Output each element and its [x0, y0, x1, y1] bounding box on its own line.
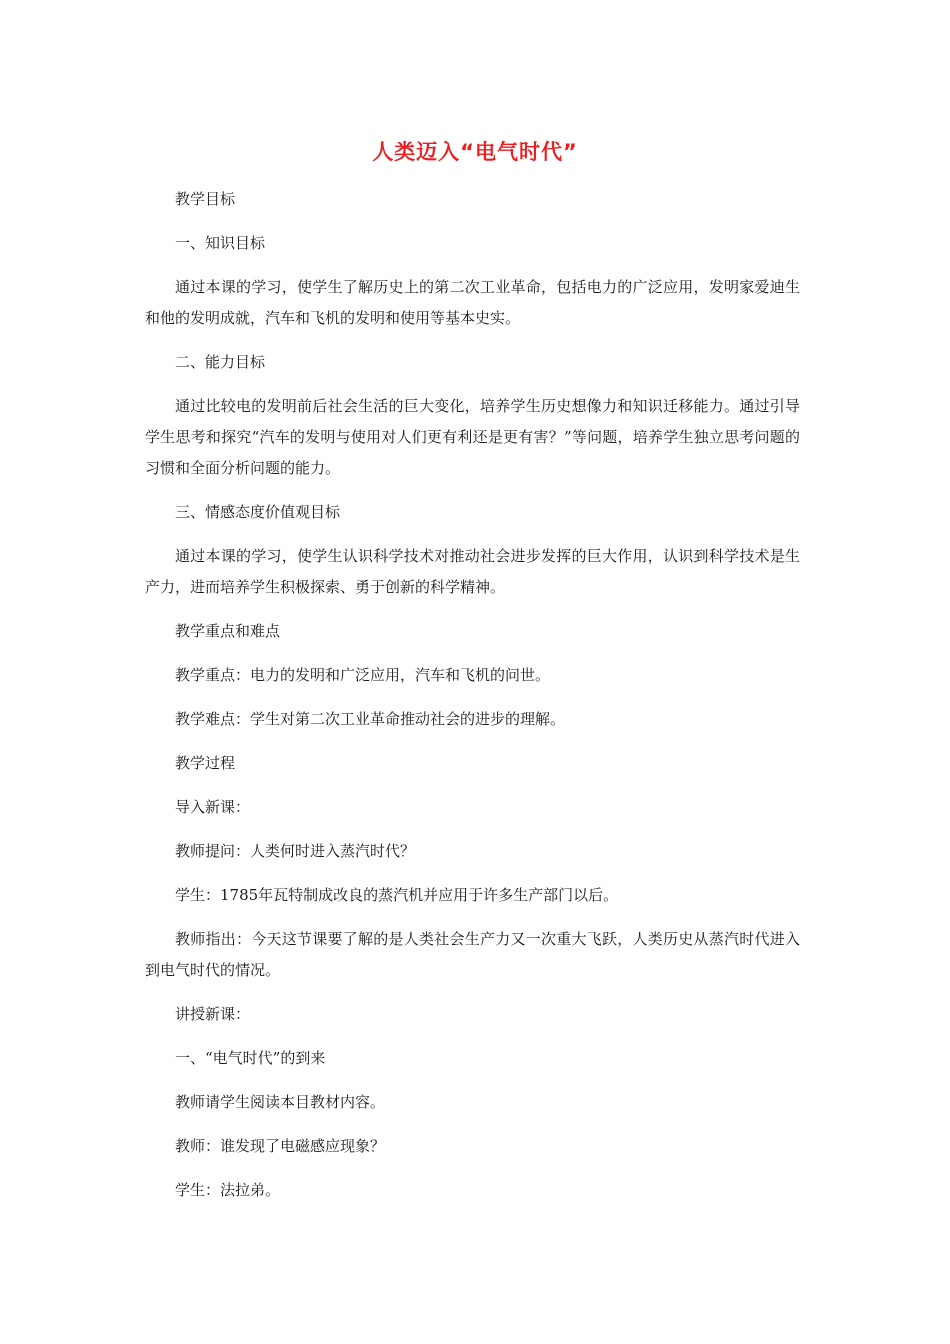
- subheading-ability-objectives: 二、能力目标: [175, 353, 266, 371]
- paragraph-student-answer-1: 学生：1785年瓦特制成改良的蒸汽机并应用于许多生产部门以后。: [175, 886, 619, 904]
- subheading-values-objectives: 三、情感态度价值观目标: [175, 503, 341, 521]
- paragraph-teacher-reading: 教师请学生阅读本目教材内容。: [175, 1093, 386, 1111]
- paragraph-teacher-question-2: 教师：谁发现了电磁感应现象？: [175, 1137, 386, 1155]
- paragraph-introduction: 导入新课：: [175, 798, 251, 816]
- paragraph-student-answer-2: 学生：法拉弟。: [175, 1181, 281, 1199]
- paragraph-teacher-point: 教师指出：今天这节课要了解的是人类社会生产力又一次重大飞跃，人类历史从蒸汽时代进入到电气时代的情况。: [145, 930, 800, 979]
- document-title: 人类迈入“电气时代”: [372, 140, 578, 164]
- subheading-knowledge-objectives: 一、知识目标: [175, 234, 266, 252]
- paragraph-values-objectives: 通过本课的学习，使学生认识科学技术对推动社会进步发挥的巨大作用，认识到科学技术是生产力，进而培养学生积极探索、勇于创新的科学精神。: [145, 547, 800, 596]
- paragraph-difficult-point: 教学难点：学生对第二次工业革命推动社会的进步的理解。: [175, 710, 566, 728]
- subheading-electric-age: 一、“电气时代”的到来: [175, 1049, 326, 1067]
- section-heading-process: 教学过程: [175, 754, 236, 772]
- section-heading-key-points: 教学重点和难点: [175, 622, 281, 640]
- paragraph-new-lesson: 讲授新课：: [175, 1005, 251, 1023]
- document-body: [145, 184, 800, 1219]
- paragraph-knowledge-objectives: 通过本课的学习，使学生了解历史上的第二次工业革命，包括电力的广泛应用，发明家爱迪生和他的发明成就，汽车和飞机的发明和使用等基本史实。: [145, 278, 800, 327]
- paragraph-key-point: 教学重点：电力的发明和广泛应用，汽车和飞机的问世。: [175, 666, 551, 684]
- paragraph-teacher-question-1: 教师提问：人类何时进入蒸汽时代？: [175, 842, 416, 860]
- paragraph-ability-objectives: 通过比较电的发明前后社会生活的巨大变化，培养学生历史想像力和知识迁移能力。通过引导学生思考和探究“汽车的发明与使用对人们更有利还是更有害？”等问题，培养学生独立思考问题的习惯和全面分析问题的能力。: [145, 397, 800, 477]
- section-heading-objectives: 教学目标: [175, 190, 236, 208]
